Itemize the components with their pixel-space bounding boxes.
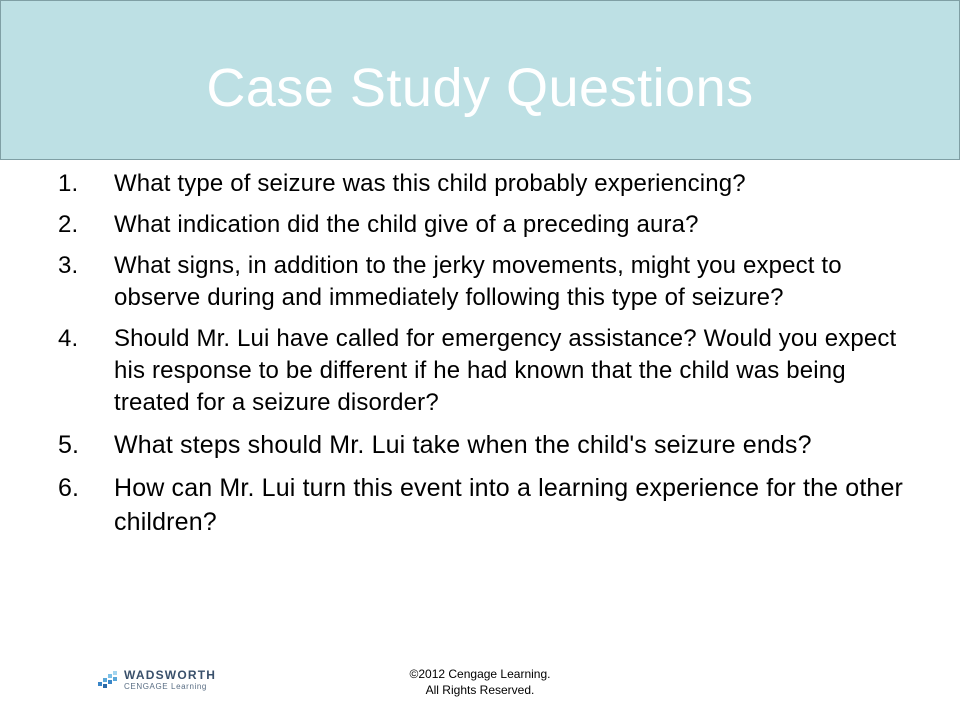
question-item	[58, 168, 918, 200]
question-item	[58, 428, 918, 462]
question-item	[58, 323, 918, 419]
question-number: 5.	[58, 431, 80, 459]
publisher-logo	[96, 666, 236, 696]
question-number: 3.	[58, 252, 79, 279]
question-text: What steps should Mr. Lui take when the child's seizure ends?	[114, 431, 812, 459]
question-text: What type of seizure was this child probably experiencing?	[114, 170, 746, 197]
question-text: What indication did the child give of a preceding aura?	[114, 211, 699, 238]
question-number: 4.	[58, 325, 79, 352]
question-item	[58, 471, 918, 539]
copyright-notice	[380, 666, 580, 698]
question-item	[58, 209, 918, 241]
question-number: 2.	[58, 211, 79, 238]
question-number: 6.	[58, 474, 80, 502]
question-number: 1.	[58, 170, 79, 197]
question-text: Should Mr. Lui have called for emergency assistance? Would you expect his response to be different if he had known that the child was being treated for a seizure disorder?	[114, 325, 897, 416]
logo-brand-text: WADSWORTH	[124, 668, 217, 682]
wadsworth-logo-icon	[96, 669, 120, 693]
copyright-line-1: ©2012 Cengage Learning.	[409, 667, 551, 681]
slide-title: Case Study Questions	[206, 58, 754, 118]
questions-list	[58, 168, 918, 548]
question-item	[58, 250, 918, 314]
copyright-line-2: All Rights Reserved.	[425, 683, 535, 697]
question-text: What signs, in addition to the jerky movements, might you expect to observe during and immediately following this type of seizure?	[114, 252, 842, 311]
question-text: How can Mr. Lui turn this event into a learning experience for the other children?	[114, 474, 904, 536]
logo-sub-text: CENGAGE Learning	[124, 682, 207, 691]
